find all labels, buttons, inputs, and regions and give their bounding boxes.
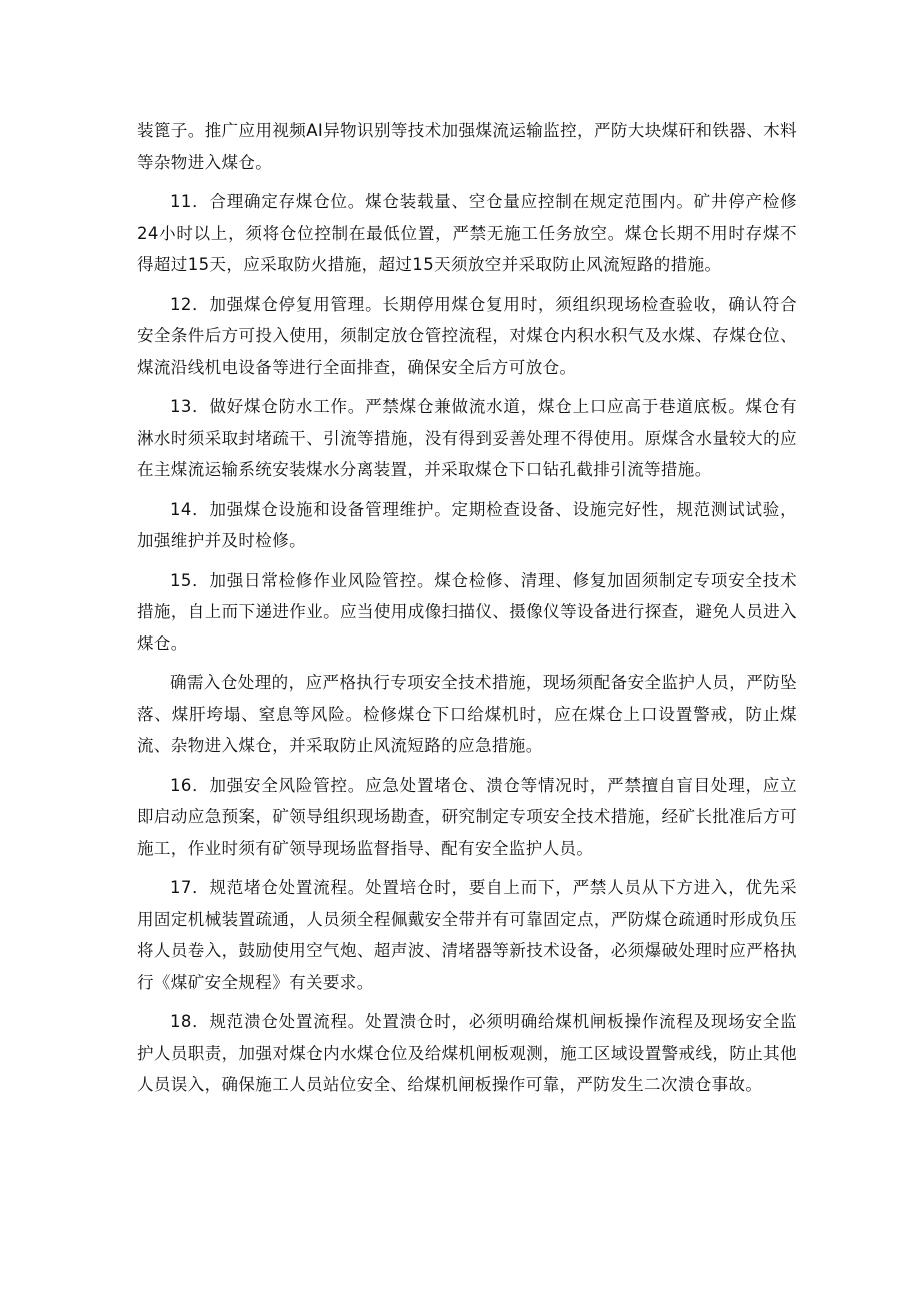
paragraph-item-18: 18．规范溃仓处置流程。处置溃仓时，必须明确给煤机闸板操作流程及现场安全监护人员职责，加强对煤仓内水煤仓位及给煤机闸板观测，施工区域设置警戒线，防止其他人员误入，确保施工人员站位安全、给煤机闸板操作可靠，严防发生二次溃仓事故。 bbox=[137, 1012, 797, 1094]
paragraph-item-17: 17．规范堵仓处置流程。处置培仓时，要自上而下，严禁人员从下方进入，优先采用固定机械装置疏通，人员须全程佩戴安全带并有可靠固定点，严防煤仓疏通时形成负压将人员卷入，鼓励使用空气炮、超声波、清堵器等新技术设备，必须爆破处理时应严格执行《煤矿安全规程》有关要求。 bbox=[137, 878, 797, 992]
paragraph-item-15-continued: 确需入仓处理的，应严格执行专项安全技术措施，现场须配备安全监护人员，严防坠落、煤肝垮塌、窒息等风险。检修煤仓下口给煤机时，应在煤仓上口设置警戒，防止煤流、杂物进入煤仓，并采取防止风流短路的应急措施。 bbox=[137, 673, 797, 755]
paragraph-continuation: 装篦子。推广应用视频AI异物识别等技术加强煤流运输监控，严防大块煤矸和铁器、木料等杂物进入煤仓。 bbox=[137, 121, 797, 172]
paragraph-item-15: 15．加强日常检修作业风险管控。煤仓检修、清理、修复加固须制定专项安全技术措施，自上而下递进作业。应当使用成像扫描仪、摄像仪等设备进行探查，避免人员进入煤仓。 bbox=[137, 570, 797, 653]
document-body bbox=[137, 115, 797, 1109]
paragraph-item-13: 13．做好煤仓防水工作。严禁煤仓兼做流水道，煤仓上口应高于巷道底板。煤仓有淋水时须采取封堵疏干、引流等措施，没有得到妥善处理不得使用。原煤含水量较大的应在主煤流运输系统安装煤水分离装置，并采取煤仓下口钻孔截排引流等措施。 bbox=[137, 397, 797, 479]
paragraph-item-14: 14．加强煤仓设施和设备管理维护。定期检查设备、设施完好性，规范测试试验，加强维护并及时检修。 bbox=[137, 499, 797, 550]
paragraph-item-12: 12．加强煤仓停复用管理。长期停用煤仓复用时，须组织现场检查验收，确认符合安全条件后方可投入使用，须制定放仓管控流程，对煤仓内积水积气及水煤、存煤仓位、煤流沿线机电设备等进行全面排查，确保安全后方可放仓。 bbox=[137, 294, 797, 377]
paragraph-item-16: 16．加强安全风险管控。应急处置堵仓、溃仓等情况时，严禁擅自盲目处理，应立即启动应急预案，矿领导组织现场勘查，研究制定专项安全技术措施，经矿长批准后方可施工，作业时须有矿领导现场监督指导、配有安全监护人员。 bbox=[137, 775, 797, 858]
paragraph-item-11: 11．合理确定存煤仓位。煤仓装载量、空仓量应控制在规定范围内。矿井停产检修24小时以上，须将仓位控制在最低位置，严禁无施工任务放空。煤仓长期不用时存煤不得超过15天，应采取防火措施，超过15天须放空并采取防止风流短路的措施。 bbox=[137, 192, 797, 274]
